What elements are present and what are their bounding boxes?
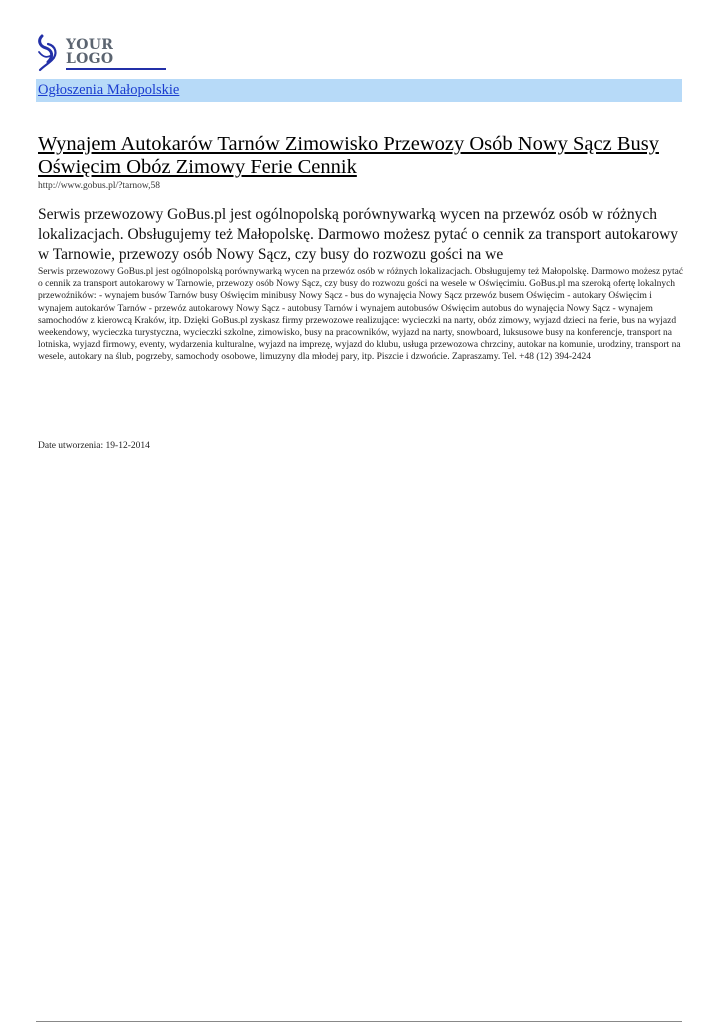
swirl-logo-icon [36,34,64,72]
logo-text [66,38,113,66]
category-bar [36,79,682,102]
article-body: Serwis przewozowy GoBus.pl jest ogólnopolską porównywarką wycen na przewóz osób w różnych lokalizacjach. Obsługujemy też Małopolskę. Darmowo możesz pytać o cennik za transport autokarowy w Tarnowie, przewozy osób Nowy Sącz, czy busy do rozwozu gości na wesele w Oświęcimiu. GoBus.pl ma szeroką ofertę lokalnych przewoźników: - wynajem busów Tarnów busy Oświęcim minibusy Nowy Sącz - bus do wynajęcia Nowy Sącz przewóz busem Oświęcim - autokary Oświęcim i wynajem autokarów Tarnów - przewóz autokarowy Nowy Sącz - autobusy Tarnów i wynajem autobusów Oświęcim autobus do wynajęcia Nowy Sącz - wynajem samochodów z kierowcą Kraków, itp. Dzięki GoBus.pl zyskasz firmy przewozowe realizujące: wycieczki na narty, obóz zimowy, wyjazd dzieci na ferie, bus na wyjazd weekendowy, wycieczka turystyczna, wycieczki szkolne, zimowisko, busy na pracowników, wyjazd na narty, snowboard, luksusowe busy na konferencje, transport na lotniska, wyjazd firmowy, eventy, wydarzenia kulturalne, wyjazd na imprezę, wyjazd do klubu, usługa przewozowa chrzciny, autokar na komunie, urodziny, transport na wesele, autokary na ślub, pogrzeby, samochody osobowe, limuzyny dla młodej pary, itp. Piszcie i dzwońcie. Zapraszamy. Tel. +48 (12) 394-2424 [38,267,684,363]
article-url: http://www.gobus.pl/?tarnow,58 [38,181,160,191]
category-link[interactable]: Ogłoszenia Małopolskie [38,82,180,98]
logo-underline [66,68,166,70]
article-title-link[interactable]: Wynajem Autokarów Tarnów Zimowisko Przewozy Osób Nowy Sącz Busy Oświęcim Obóz Zimowy Ferie Cennik [38,133,659,178]
article-lead: Serwis przewozowy GoBus.pl jest ogólnopolską porównywarką wycen na przewóz osób w różnych lokalizacjach. Obsługujemy też Małopolskę. Darmowo możesz pytać o cennik za transport autokarowy w Tarnowie, przewozy osób Nowy Sącz, czy busy do rozwozu gości na we [38,206,679,263]
logo-line2: LOGO [66,51,114,67]
logo [36,34,132,72]
footer-divider [36,1021,682,1022]
logo-line1: YOUR [66,37,114,53]
creation-date: Date utworzenia: 19-12-2014 [38,441,150,451]
article-title[interactable] [38,133,678,179]
